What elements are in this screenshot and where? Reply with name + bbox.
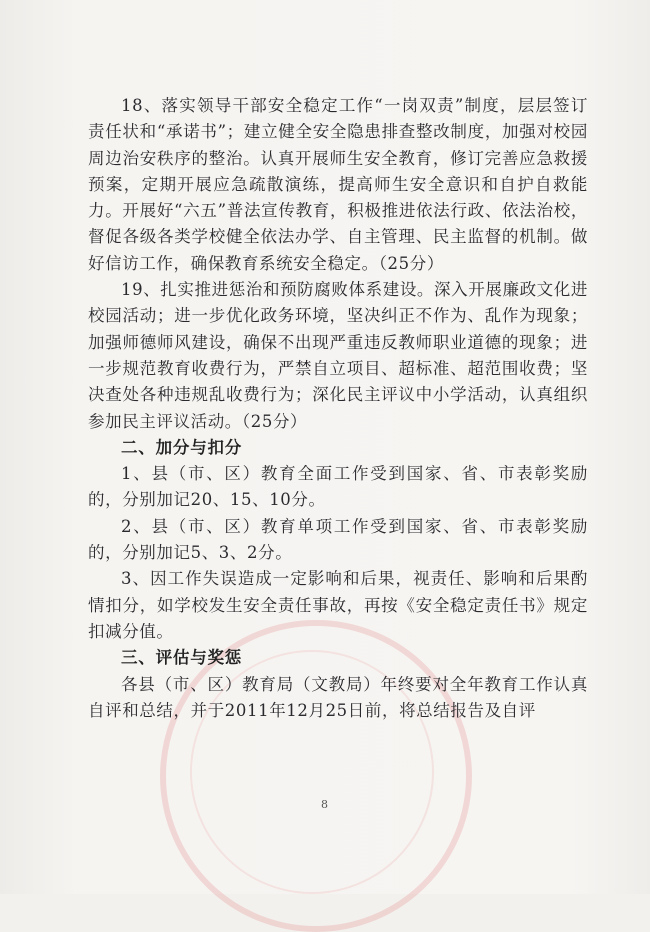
paragraph-19: 19、扎实推进惩治和预防腐败体系建设。深入开展廉政文化进校园活动；进一步优化政务环境，坚决纠正不作为、乱作为现象；加强师德师风建设，确保不出现严重违反教师职业道德的现象；进一步规范教育收费行为，严禁自立项目、超标准、超范围收费；坚决查处各种违规乱收费行为；深化民主评议中小学活动，认真组织参加民主评议活动。（25分）: [88, 280, 588, 431]
page-number: 8: [321, 798, 329, 811]
section-3-heading: 三、评估与奖惩: [121, 648, 243, 668]
paragraph-18: 18、落实领导干部安全稳定工作“一岗双责”制度，层层签订责任状和“承诺书”；建立健全安全隐患排查整改制度，加强对校园周边治安秩序的整治。认真开展师生安全教育，修订完善应急救援预案，定期开展应急疏散演练，提高师生安全意识和自护自救能力。开展好“六五”普法宣传教育，积极推进依法行政、依法治校，督促各级各类学校健全依法办学、自主管理、民主监督的机制。做好信访工作，确保教育系统安全稳定。（25分）: [88, 96, 588, 273]
section-2-item-3: 3、因工作失误造成一定影响和后果，视责任、影响和后果酌情扣分，如学校发生安全责任事故，再按《安全稳定责任书》规定扣减分值。: [88, 569, 588, 641]
section-2-item-1: 1、县（市、区）教育全面工作受到国家、省、市表彰奖励的，分别加记20、15、10分。: [88, 464, 588, 510]
section-3-paragraph: 各县（市、区）教育局（文教局）年终要对全年教育工作认真自评和总结，并于2011年12月25日前，将总结报告及自评: [88, 674, 588, 720]
section-2-heading: 二、加分与扣分: [121, 437, 243, 457]
section-2-item-2: 2、县（市、区）教育单项工作受到国家、省、市表彰奖励的，分别加记5、3、2分。: [88, 516, 588, 563]
document-body: [88, 93, 588, 724]
